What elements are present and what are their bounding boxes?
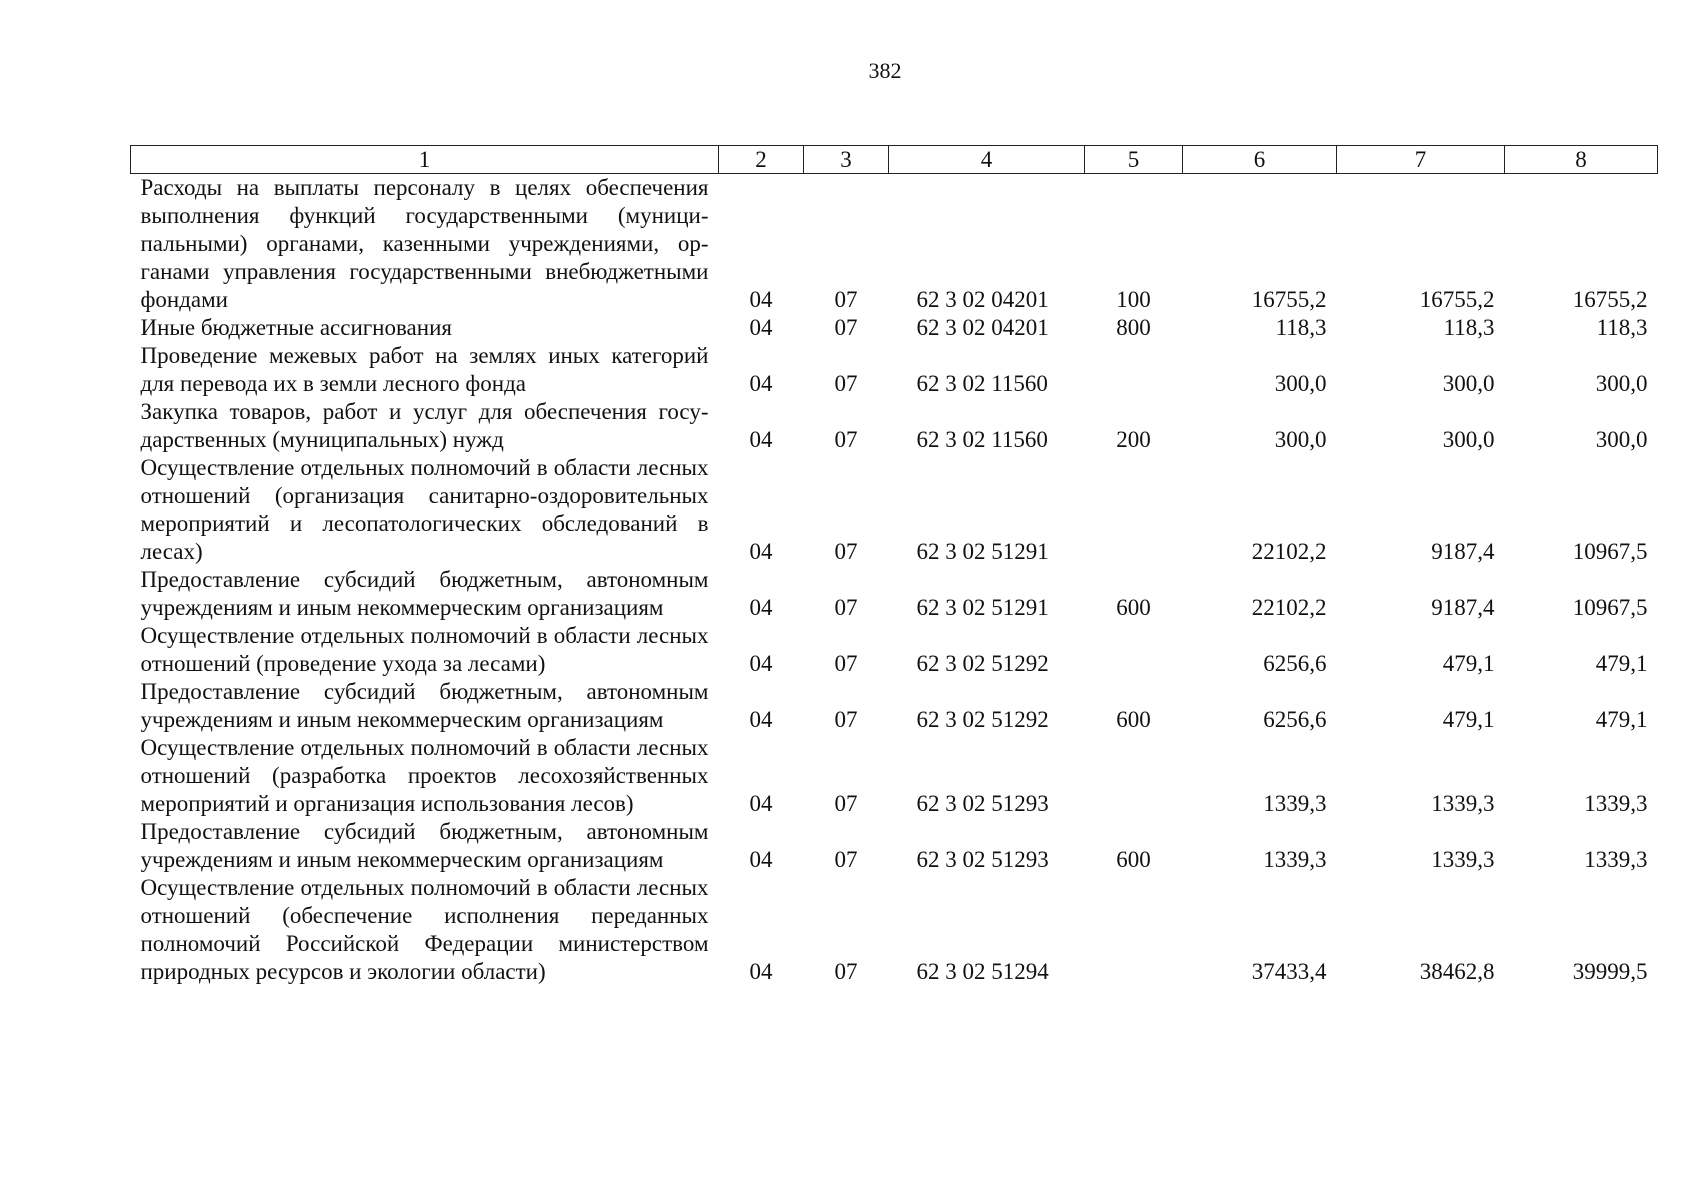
subsection-code: 07 [834, 287, 858, 312]
amount-col-6: 6256,6 [1263, 707, 1327, 732]
column-header: 1 [131, 146, 719, 174]
expense-type-code [1085, 734, 1183, 818]
expense-type-code: 600 [1116, 595, 1151, 620]
table-row [131, 342, 1658, 398]
column-header: 6 [1183, 146, 1337, 174]
amount-col-8: 39999,5 [1572, 959, 1648, 984]
amount-col-6: 118,3 [1275, 315, 1327, 340]
subsection-code: 07 [834, 707, 858, 732]
expense-type-code [1085, 454, 1183, 566]
amount-col-7: 9187,4 [1431, 595, 1495, 620]
subsection-code: 07 [834, 595, 858, 620]
amount-col-8: 1339,3 [1584, 847, 1648, 872]
section-code: 04 [749, 791, 773, 816]
row-description: Иные бюджетные ассигнования [140, 315, 452, 340]
subsection-code: 07 [834, 539, 858, 564]
row-description: Закупка товаров, работ и услуг для обеспечения государственных (муниципальных) нужд [140, 399, 709, 452]
amount-col-8: 10967,5 [1572, 539, 1648, 564]
table-row [131, 734, 1658, 818]
amount-col-7: 300,0 [1442, 371, 1495, 396]
amount-col-7: 479,1 [1442, 651, 1495, 676]
expense-type-code: 800 [1116, 315, 1151, 340]
column-header: 7 [1337, 146, 1505, 174]
expense-type-code [1085, 874, 1183, 986]
amount-col-7: 38462,8 [1419, 959, 1495, 984]
section-code: 04 [749, 595, 773, 620]
section-code: 04 [749, 427, 773, 452]
amount-col-8: 16755,2 [1572, 287, 1648, 312]
amount-col-8: 300,0 [1595, 371, 1648, 396]
subsection-code: 07 [834, 371, 858, 396]
target-article-code: 62 3 02 51293 [916, 791, 1049, 816]
target-article-code: 62 3 02 51291 [916, 539, 1049, 564]
amount-col-7: 118,3 [1443, 315, 1495, 340]
amount-col-6: 22102,2 [1251, 595, 1327, 620]
subsection-code: 07 [834, 959, 858, 984]
amount-col-8: 479,1 [1595, 651, 1648, 676]
table-row [131, 566, 1658, 622]
section-code: 04 [749, 651, 773, 676]
table-row [131, 874, 1658, 986]
row-description: Предоставление субсидий бюджетным, автономным учреждениям и иным некоммерческим организациям [140, 679, 709, 732]
amount-col-7: 300,0 [1442, 427, 1495, 452]
section-code: 04 [749, 539, 773, 564]
section-code: 04 [749, 959, 773, 984]
row-description: Осуществление отдельных полномочий в области лесных отношений (проведение ухода за лесами) [140, 623, 709, 676]
target-article-code: 62 3 02 04201 [916, 315, 1049, 340]
amount-col-6: 1339,3 [1263, 791, 1327, 816]
subsection-code: 07 [834, 791, 858, 816]
budget-table [130, 145, 1658, 986]
expense-type-code: 600 [1116, 847, 1151, 872]
target-article-code: 62 3 02 11560 [916, 371, 1048, 396]
amount-col-7: 16755,2 [1419, 287, 1495, 312]
column-header: 5 [1085, 146, 1183, 174]
expense-type-code: 200 [1116, 427, 1151, 452]
amount-col-6: 22102,2 [1251, 539, 1327, 564]
amount-col-6: 300,0 [1274, 371, 1327, 396]
table-row [131, 314, 1658, 342]
row-description: Осуществление отдельных полномочий в области лесных отношений (обеспечение исполнения переданных полномочий Российской Федерации министерством природных ресурсов и экологии области) [140, 875, 709, 984]
amount-col-6: 37433,4 [1251, 959, 1327, 984]
amount-col-6: 300,0 [1274, 427, 1327, 452]
subsection-code: 07 [834, 315, 858, 340]
row-description: Проведение межевых работ на землях иных категорий для перевода их в земли лесного фонда [140, 343, 709, 396]
amount-col-8: 1339,3 [1584, 791, 1648, 816]
table-row [131, 678, 1658, 734]
table-row [131, 818, 1658, 874]
subsection-code: 07 [834, 427, 858, 452]
target-article-code: 62 3 02 51293 [916, 847, 1049, 872]
section-code: 04 [749, 287, 773, 312]
expense-type-code: 100 [1116, 287, 1151, 312]
section-code: 04 [749, 371, 773, 396]
row-description: Осуществление отдельных полномочий в области лесных отношений (организация санитарно-оздоровительных мероприятий и лесопатологических обследований в лесах) [140, 455, 709, 564]
row-description: Предоставление субсидий бюджетным, автономным учреждениям и иным некоммерческим организациям [140, 819, 709, 872]
column-header: 4 [889, 146, 1085, 174]
amount-col-8: 10967,5 [1572, 595, 1648, 620]
table-row [131, 174, 1658, 315]
amount-col-6: 16755,2 [1251, 287, 1327, 312]
amount-col-7: 1339,3 [1431, 791, 1495, 816]
page-number: 382 [868, 58, 902, 83]
column-header: 8 [1505, 146, 1658, 174]
expense-type-code: 600 [1116, 707, 1151, 732]
header-row [131, 146, 1658, 174]
amount-col-7: 9187,4 [1431, 539, 1495, 564]
row-description: Предоставление субсидий бюджетным, автономным учреждениям и иным некоммерческим организациям [140, 567, 709, 620]
target-article-code: 62 3 02 51291 [916, 595, 1049, 620]
amount-col-8: 118,3 [1596, 315, 1648, 340]
table-row [131, 622, 1658, 678]
section-code: 04 [749, 847, 773, 872]
target-article-code: 62 3 02 51292 [916, 651, 1049, 676]
amount-col-7: 1339,3 [1431, 847, 1495, 872]
column-header: 3 [804, 146, 889, 174]
amount-col-7: 479,1 [1442, 707, 1495, 732]
amount-col-8: 479,1 [1595, 707, 1648, 732]
expense-type-code [1085, 622, 1183, 678]
subsection-code: 07 [834, 847, 858, 872]
section-code: 04 [749, 707, 773, 732]
section-code: 04 [749, 315, 773, 340]
expense-type-code [1085, 342, 1183, 398]
amount-col-8: 300,0 [1595, 427, 1648, 452]
table-row [131, 398, 1658, 454]
target-article-code: 62 3 02 11560 [916, 427, 1048, 452]
amount-col-6: 6256,6 [1263, 651, 1327, 676]
row-description: Расходы на выплаты персоналу в целях обеспечения выполнения функций государственными (муниципальными) органами, казенными учреждениями, органами управления государственными внебюджетными фондами [140, 175, 709, 312]
table-body [131, 174, 1658, 987]
table-row [131, 454, 1658, 566]
amount-col-6: 1339,3 [1263, 847, 1327, 872]
target-article-code: 62 3 02 51294 [916, 959, 1049, 984]
subsection-code: 07 [834, 651, 858, 676]
row-description: Осуществление отдельных полномочий в области лесных отношений (разработка проектов лесохозяйственных мероприятий и организация использования лесов) [140, 735, 709, 816]
target-article-code: 62 3 02 04201 [916, 287, 1049, 312]
target-article-code: 62 3 02 51292 [916, 707, 1049, 732]
column-header: 2 [719, 146, 804, 174]
